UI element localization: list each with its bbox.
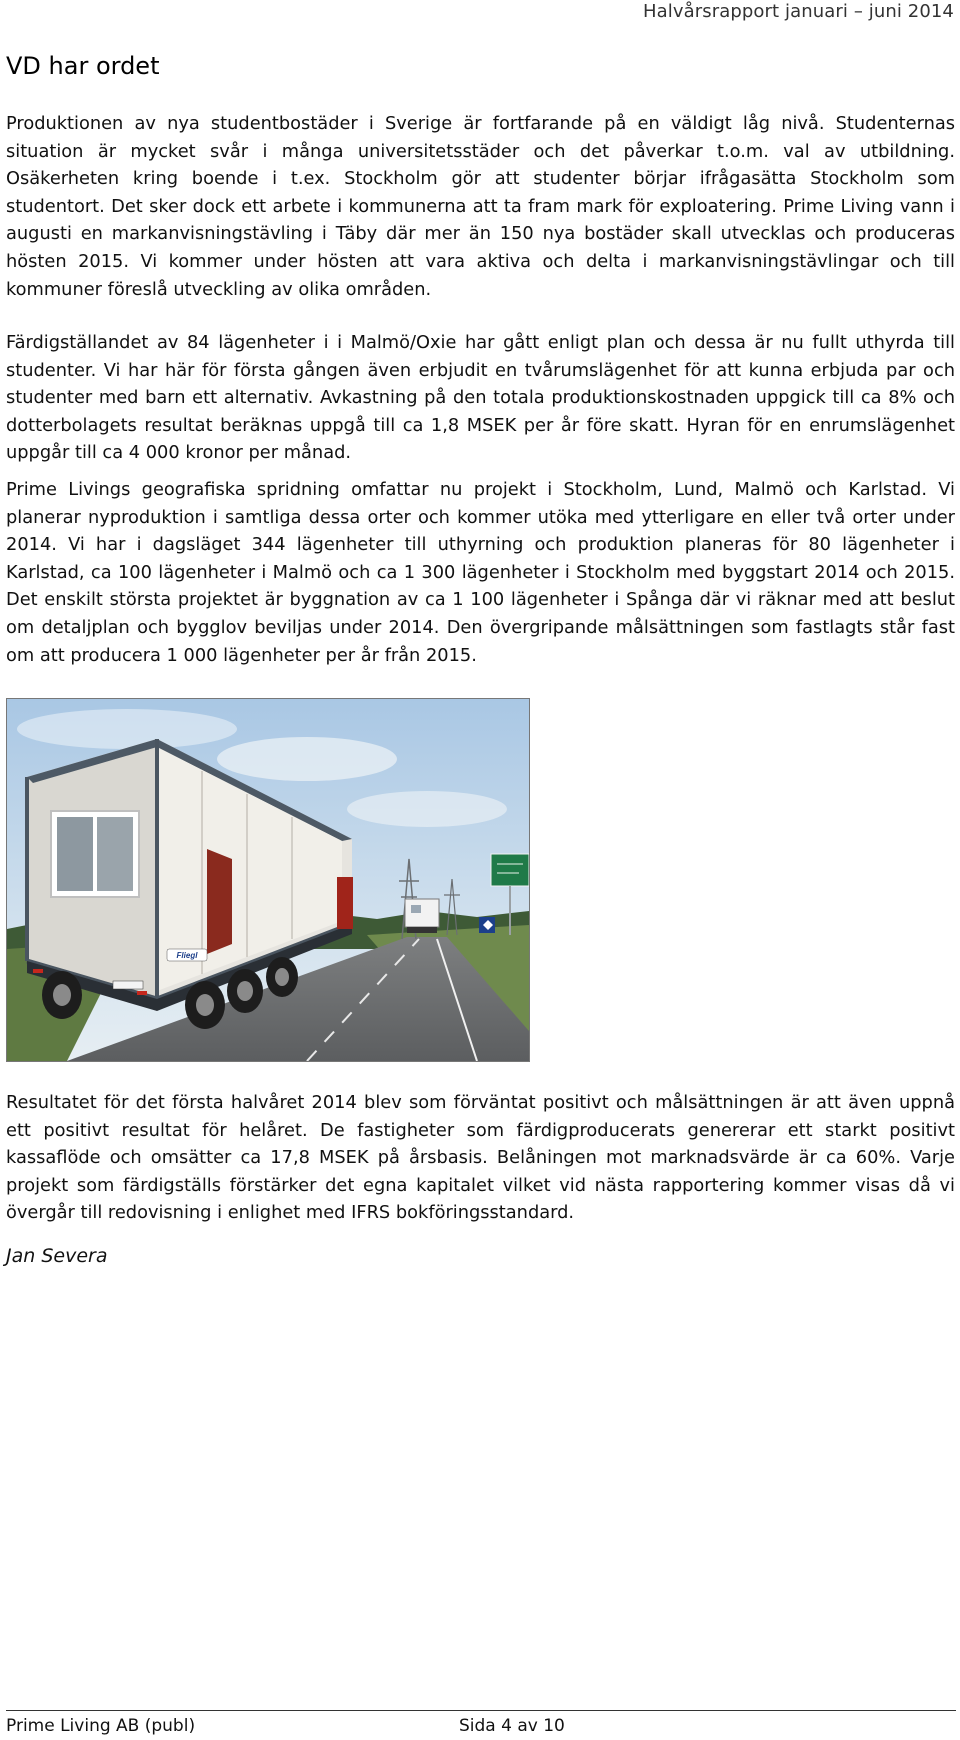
paragraph-production: Produktionen av nya studentbostäder i Sverige är fortfarande på en väldigt låg nivå. Studenternas situation är mycket svår i många universitetsstäder och det påverkar t.o.m. val av utbildning. Osäkerheten kring boende i t.ex. Stockholm gör att studenter börjar ifrågasätta Stockholm som studentort. Det sker dock ett arbete i kommunerna att ta fram mark för exploatering. Prime Living vann i augusti en markanvisningstävling i Täby där mer än 150 nya bostäder skall utvecklas och produceras hösten 2015. Vi kommer under hösten att vara aktiva och delta i markanvisningstävlingar och till kommuner föreslå utveckling av olika områden. xyxy=(6,113,955,300)
footer-divider xyxy=(6,1710,956,1711)
paragraph-geographic-spread: Prime Livings geografiska spridning omfattar nu projekt i Stockholm, Lund, Malmö och Karlstad. Vi planerar nyproduktion i samtliga dessa orter och kommer utöka med ytterligare en eller två orter under 2014. Vi har i dagsläget 344 lägenheter till uthyrning och produktion planeras för 80 lägenheter i Karlstad, ca 100 lägenheter i Malmö och ca 1 300 lägenheter i Stockholm med byggstart 2014 och 2015. Det enskilt största projektet är byggnation av ca 1 100 lägenheter i Spånga där vi räknar med att beslut om detaljplan och bygglov beviljas under 2014. Den övergripande målsättningen som fastlagts står fast om att producera 1 000 lägenheter per år från 2015. xyxy=(6,479,955,666)
trailer-brand-label: Fliegl xyxy=(176,951,198,960)
paragraph-results: Resultatet för det första halvåret 2014 blev som förväntat positivt och målsättningen är att även uppnå ett positivt resultat för helåret. De fastigheter som färdigproducerats genererar ett starkt positivt kassaflöde och omsätter ca 17,8 MSEK på årsbasis. Belåningen mot marknadsvärde är ca 60%. Varje projekt som färdigställs förstärker det egna kapitalet vilket vid nästa rapportering kommer visas då vi övergår till redovisning i enlighet med IFRS bokföringsstandard. xyxy=(6,1092,955,1224)
photo-illustration xyxy=(7,699,529,1061)
footer-page-number: Sida 4 av 10 xyxy=(459,1716,565,1736)
paragraph-malmo-oxie: Färdigställandet av 84 lägenheter i i Malmö/Oxie har gått enligt plan och dessa är nu fullt uthyrda till studenter. Vi har här för första gången även erbjudit en tvårumslägenhet för att kunna erbjuda par och studenter med barn ett alternativ. Avkastning på den totala produktionskostnaden uppgick till ca 8% och dotterbolagets resultat beräknas uppgå till ca 1,8 MSEK per år före skatt. Hyran för en enrumslägenhet uppgår till ca 4 000 kronor per månad. xyxy=(6,332,955,464)
running-header: Halvårsrapport januari – juni 2014 xyxy=(643,1,954,22)
module-transport-photo xyxy=(6,698,530,1062)
footer-company: Prime Living AB (publ) xyxy=(6,1716,196,1736)
section-title: VD har ordet xyxy=(6,52,160,80)
signature: Jan Severa xyxy=(6,1245,108,1267)
